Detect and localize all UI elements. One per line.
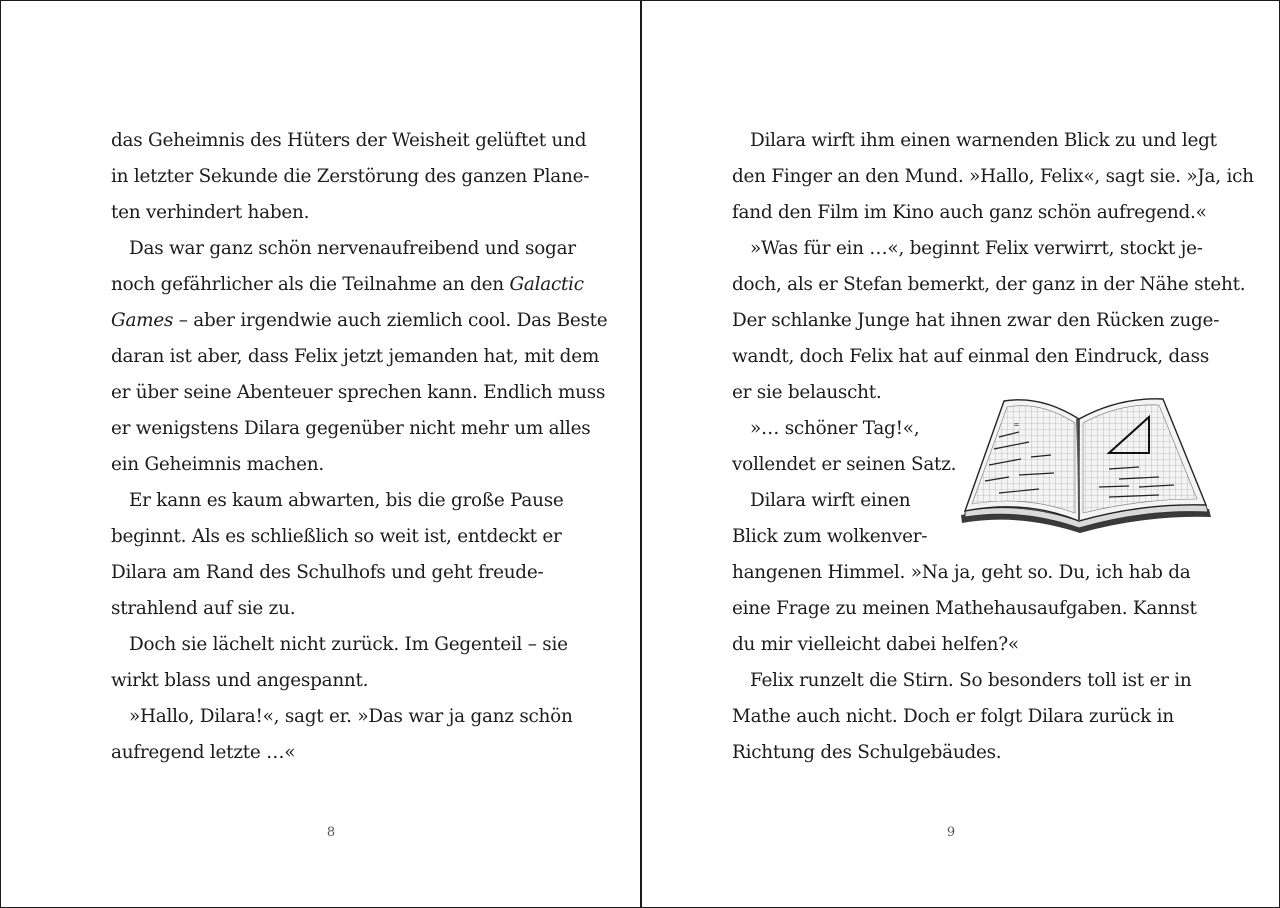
text-line: Der schlanke Junge hat ihnen zwar den Rücken zuge-: [732, 310, 1220, 331]
text-line: strahlend auf sie zu.: [111, 598, 296, 619]
text-line: das Geheimnis des Hüters der Weisheit gelüftet und: [111, 130, 587, 151]
text-line: Dilara am Rand des Schulhofs und geht freude-: [111, 562, 544, 583]
text-line: fand den Film im Kino auch ganz schön aufregend.«: [732, 202, 1207, 223]
text-line: ten verhindert haben.: [111, 202, 310, 223]
text-line: eine Frage zu meinen Mathehausaufgaben. Kannst: [732, 598, 1197, 619]
text-line: »Was für ein …«, beginnt Felix verwirrt, stockt je-: [750, 238, 1203, 259]
text-line: doch, als er Stefan bemerkt, der ganz in der Nähe steht.: [732, 274, 1246, 295]
right-page: [642, 1, 1279, 907]
text-line: »Hallo, Dilara!«, sagt er. »Das war ja ganz schön: [129, 706, 573, 727]
text-line: Er kann es kaum abwarten, bis die große Pause: [129, 490, 564, 511]
text-line: Blick zum wolkenver-: [732, 526, 928, 547]
text-line: er sie belauscht.: [732, 382, 882, 403]
italic-title: Galactic: [509, 274, 584, 295]
text-line: Das war ganz schön nervenaufreibend und sogar: [129, 238, 576, 259]
text-line: hangenen Himmel. »Na ja, geht so. Du, ich hab da: [732, 562, 1191, 583]
open-math-notebook-icon: [959, 387, 1213, 537]
text-line: Richtung des Schulgebäudes.: [732, 742, 1002, 763]
text-line: du mir vielleicht dabei helfen?«: [732, 634, 1019, 655]
text-line: Felix runzelt die Stirn. So besonders toll ist er in: [750, 670, 1192, 691]
text-line: Dilara wirft einen: [750, 490, 911, 511]
left-page: [1, 1, 640, 907]
text-span: noch gefährlicher als die Teilnahme an den: [111, 274, 510, 295]
text-line: Doch sie lächelt nicht zurück. Im Gegenteil – sie: [129, 634, 568, 655]
text-line: er wenigstens Dilara gegenüber nicht mehr um alles: [111, 418, 591, 439]
text-line: den Finger an den Mund. »Hallo, Felix«, sagt sie. »Ja, ich: [732, 166, 1254, 187]
text-line: in letzter Sekunde die Zerstörung des ganzen Plane-: [111, 166, 590, 187]
text-line: Dilara wirft ihm einen warnenden Blick zu und legt: [750, 130, 1217, 151]
svg-text:=: =: [1014, 420, 1019, 429]
text-line: ein Geheimnis machen.: [111, 454, 324, 475]
italic-title: Games: [111, 310, 174, 331]
text-line: vollendet er seinen Satz.: [732, 454, 957, 475]
text-line: aufregend letzte …«: [111, 742, 296, 763]
page-number: 9: [946, 825, 956, 840]
text-line: »… schöner Tag!«,: [750, 418, 920, 439]
page-number: 8: [326, 825, 336, 840]
text-line: beginnt. Als es schließlich so weit ist, entdeckt er: [111, 526, 562, 547]
text-line: [111, 309, 607, 333]
text-line: [111, 273, 584, 297]
text-line: wirkt blass und angespannt.: [111, 670, 369, 691]
text-span: – aber irgendwie auch ziemlich cool. Das Beste: [173, 310, 608, 331]
text-line: Mathe auch nicht. Doch er folgt Dilara zurück in: [732, 706, 1174, 727]
text-line: daran ist aber, dass Felix jetzt jemanden hat, mit dem: [111, 346, 600, 367]
text-line: wandt, doch Felix hat auf einmal den Eindruck, dass: [732, 346, 1210, 367]
text-line: er über seine Abenteuer sprechen kann. Endlich muss: [111, 382, 606, 403]
